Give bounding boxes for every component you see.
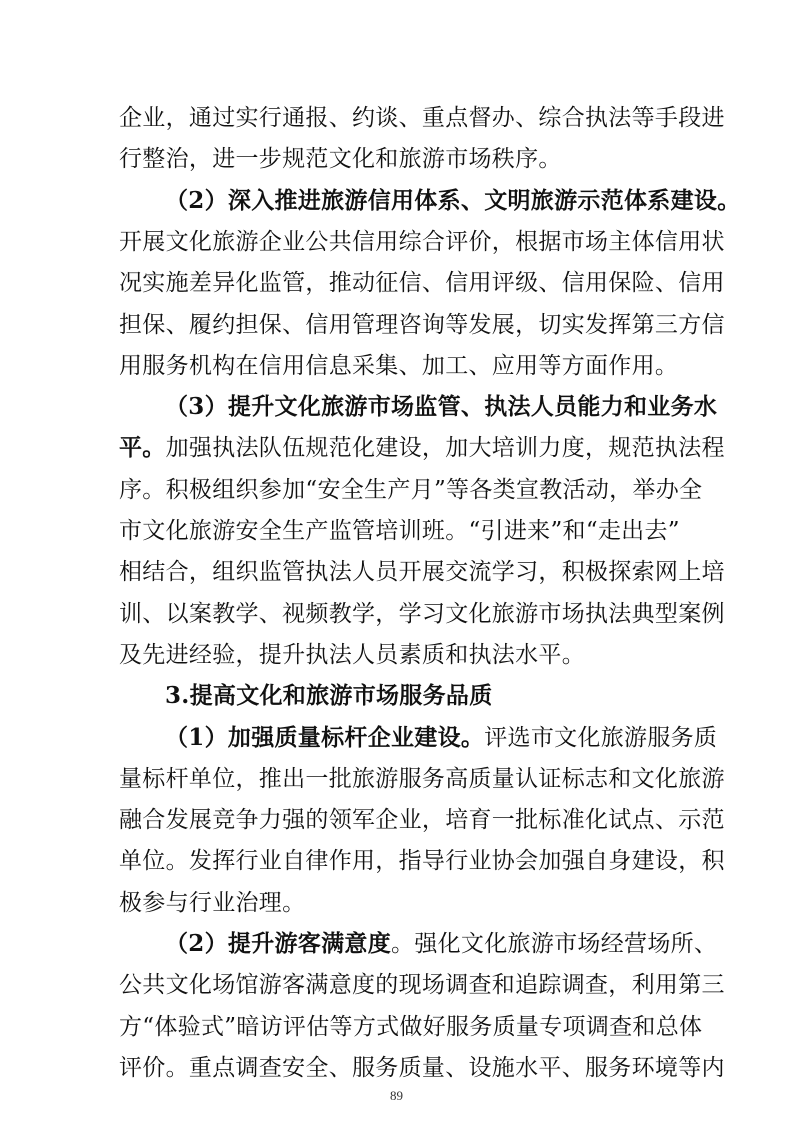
paragraph-line: 用服务机构在信用信息采集、加工、应用等方面作用。 (119, 353, 679, 379)
paragraph-line: 相结合，组织监管执法人员开展交流学习，积极探索网上培 (119, 559, 725, 585)
paragraph-line: 融合发展竞争力强的领军企业，培育一批标准化试点、示范 (119, 807, 725, 833)
paragraph-line: 方“体验式”暗访评估等方式做好服务质量专项调查和总体 (119, 1014, 703, 1040)
paragraph-line: 及先进经验，提升执法人员素质和执法水平。 (119, 642, 585, 668)
paragraph-line: 开展文化旅游企业公共信用综合评价，根据市场主体信用状 (119, 229, 725, 255)
paragraph-line: 评价。重点调查安全、服务质量、设施水平、服务环境等内 (119, 1055, 725, 1081)
paragraph-line: 序。积极组织参加“安全生产月”等各类宣教活动，举办全 (119, 477, 703, 503)
page-number: 89 (390, 1088, 403, 1103)
subheading-enforcement: （3）提升文化旅游市场监管、执法人员能力和业务水 (165, 393, 718, 420)
paragraph-line: 企业，通过实行通报、约谈、重点督办、综合执法等手段进 (119, 105, 725, 131)
paragraph-line: 市文化旅游安全生产监管培训班。“引进来”和“走出去” (119, 518, 680, 544)
paragraph-line: 平。加强执法队伍规范化建设，加大培训力度，规范执法程 (119, 434, 725, 461)
paragraph-line: 况实施差异化监管，推动征信、信用评级、信用保险、信用 (119, 270, 725, 296)
section-heading: 3.提高文化和旅游市场服务品质 (165, 682, 493, 709)
paragraph-line: 行整治，进一步规范文化和旅游市场秩序。 (119, 146, 562, 172)
paragraph-line: 训、以案教学、视频教学，学习文化旅游市场执法典型案例 (119, 601, 725, 627)
paragraph-line: 单位。发挥行业自律作用，指导行业协会加强自身建设，积 (119, 848, 725, 874)
subheading-quality-benchmark: （1）加强质量标杆企业建设。评选市文化旅游服务质 (165, 724, 718, 751)
paragraph-line: 担保、履约担保、信用管理咨询等发展，切实发挥第三方信 (119, 312, 725, 338)
paragraph-line: 公共文化场馆游客满意度的现场调查和追踪调查，利用第三 (119, 972, 725, 998)
subheading-satisfaction: （2）提升游客满意度。强化文化旅游市场经营场所、 (165, 930, 718, 957)
subheading-credit-system: （2）深入推进旅游信用体系、文明旅游示范体系建设。 (165, 187, 741, 214)
paragraph-line: 量标杆单位，推出一批旅游服务高质量认证标志和文化旅游 (119, 766, 725, 792)
paragraph-line: 极参与行业治理。 (119, 890, 306, 916)
